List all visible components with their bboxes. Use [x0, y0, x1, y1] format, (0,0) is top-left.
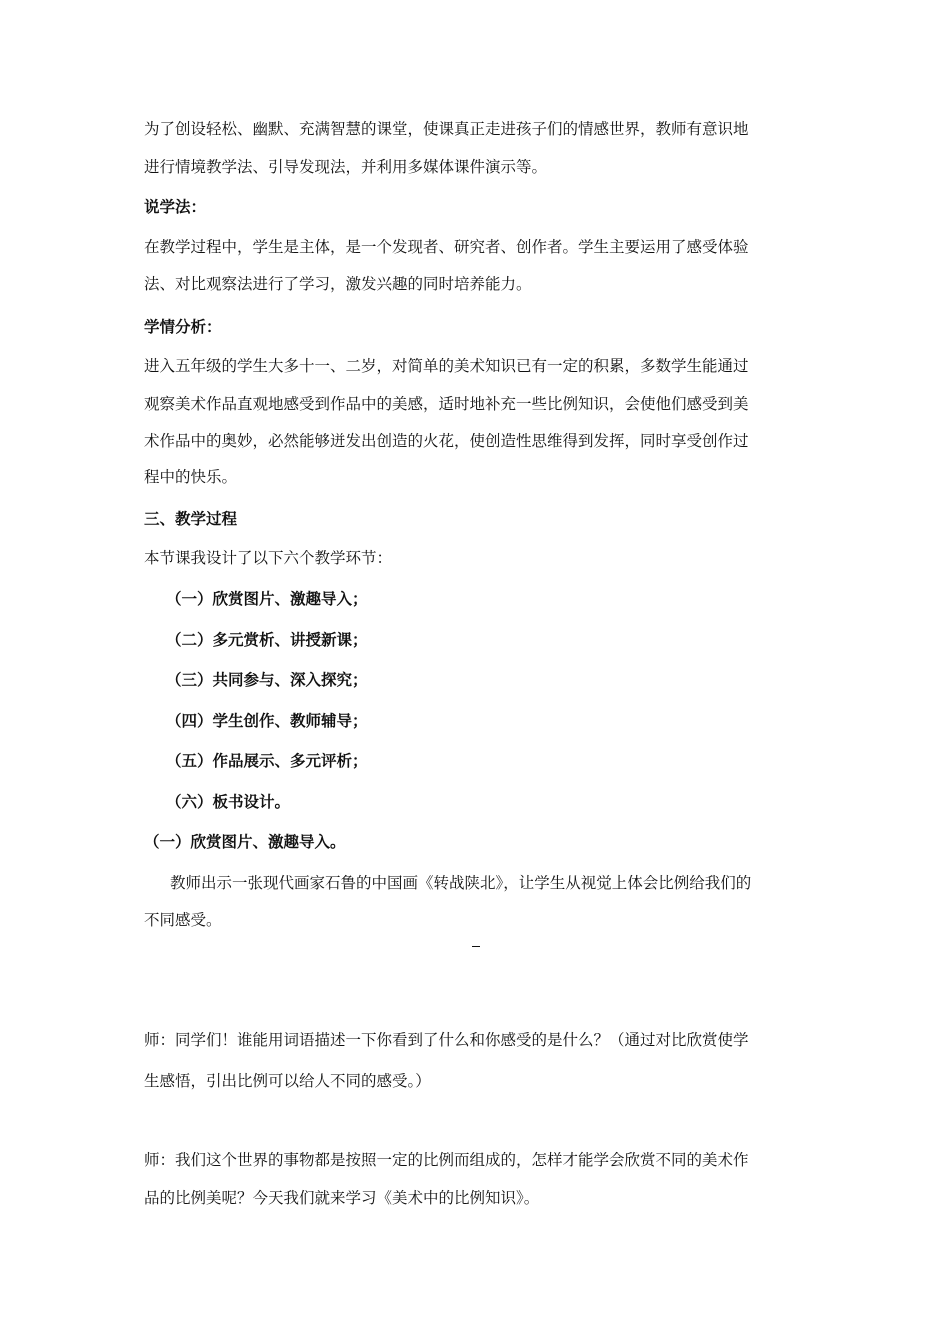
- teacher-remark-2-line-2: 品的比例美呢？今天我们就来学习《美术中的比例知识》。: [144, 1189, 540, 1207]
- teaching-method-line-2: 进行情境教学法、引导发现法，并利用多媒体课件演示等。: [144, 158, 548, 176]
- process-heading: 三、教学过程: [144, 510, 238, 528]
- analysis-line-3: 术作品中的奥妙，必然能够迸发出创造的火花，使创造性思维得到发挥，同时享受创作过: [144, 432, 749, 450]
- section1-heading: （一）欣赏图片、激趣导入。: [144, 833, 346, 851]
- study-method-line-1: 在教学过程中，学生是主体，是一个发现者、研究者、创作者。学生主要运用了感受体验: [144, 238, 749, 256]
- image-placeholder-marker: [472, 946, 480, 947]
- process-step-2: （二）多元赏析、讲授新课；: [166, 631, 368, 649]
- process-step-6: （六）板书设计。: [166, 793, 291, 811]
- analysis-line-4: 程中的快乐。: [144, 468, 238, 486]
- process-step-3: （三）共同参与、深入探究；: [166, 671, 368, 689]
- process-step-1: （一）欣赏图片、激趣导入；: [166, 590, 368, 608]
- study-method-line-2: 法、对比观察法进行了学习，激发兴趣的同时培养能力。: [144, 275, 532, 293]
- section1-para-line-2: 不同感受。: [144, 911, 222, 929]
- teaching-method-line-1: 为了创设轻松、幽默、充满智慧的课堂，使课真正走进孩子们的情感世界，教师有意识地: [144, 120, 749, 138]
- analysis-heading: 学情分析：: [144, 318, 222, 336]
- teacher-remark-1-line-2: 生感悟，引出比例可以给人不同的感受。）: [144, 1072, 431, 1090]
- teacher-remark-2-line-1: 师：我们这个世界的事物都是按照一定的比例而组成的，怎样才能学会欣赏不同的美术作: [144, 1151, 749, 1169]
- study-method-heading: 说学法：: [144, 198, 207, 216]
- process-intro: 本节课我设计了以下六个教学环节：: [144, 549, 393, 567]
- analysis-line-1: 进入五年级的学生大多十一、二岁，对简单的美术知识已有一定的积累，多数学生能通过: [144, 357, 749, 375]
- section1-para-line-1: 教师出示一张现代画家石鲁的中国画《转战陕北》，让学生从视觉上体会比例给我们的: [170, 874, 752, 892]
- analysis-line-2: 观察美术作品直观地感受到作品中的美感，适时地补充一些比例知识，会使他们感受到美: [144, 395, 749, 413]
- process-step-4: （四）学生创作、教师辅导；: [166, 712, 368, 730]
- process-step-5: （五）作品展示、多元评析；: [166, 752, 368, 770]
- teacher-remark-1-line-1: 师：同学们！谁能用词语描述一下你看到了什么和你感受的是什么？（通过对比欣赏使学: [144, 1031, 749, 1049]
